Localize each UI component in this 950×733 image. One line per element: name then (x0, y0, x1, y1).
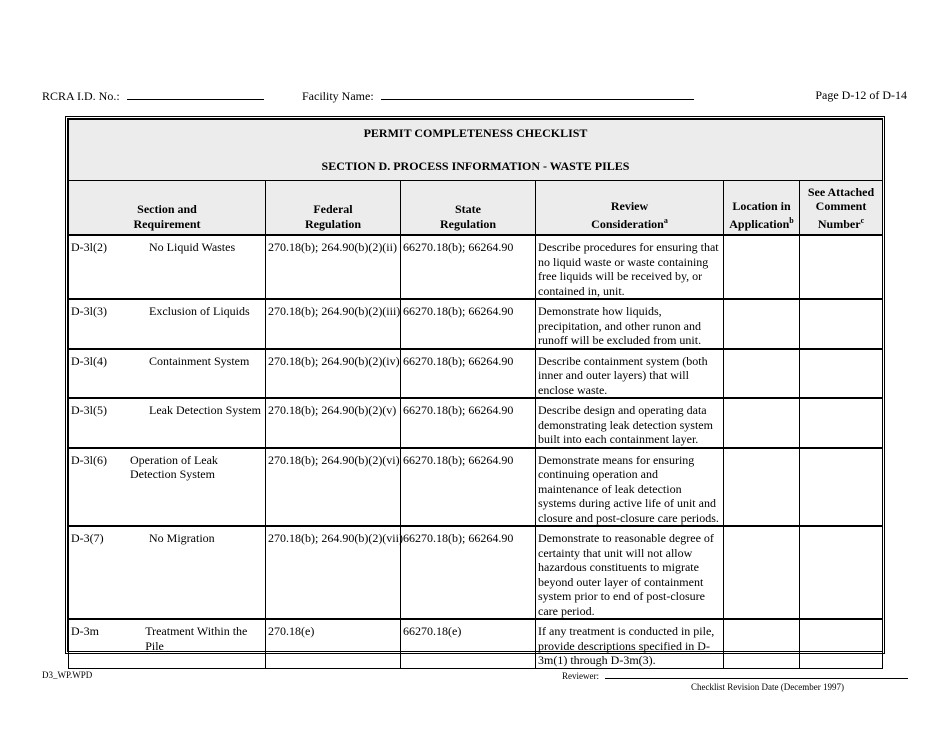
table-row (69, 448, 883, 527)
checklist-table (68, 119, 883, 669)
review-consideration-cell: Describe containment system (both inner and outer layers) that will enclose waste. (536, 349, 724, 399)
table-row (69, 398, 883, 448)
table-row (69, 619, 883, 668)
section-code: D-3m (71, 624, 99, 638)
requirement-name: No Liquid Wastes (149, 240, 236, 254)
section-code: D-3(7) (71, 531, 104, 545)
location-in-application-cell[interactable] (724, 299, 800, 349)
column-header-row (69, 181, 883, 236)
requirement-name: No Migration (149, 531, 215, 545)
requirement-name: Operation of Leak Detection System (129, 452, 218, 481)
location-in-application-cell[interactable] (724, 349, 800, 399)
requirement-name: Leak Detection System (149, 403, 261, 417)
comment-number-cell[interactable] (800, 299, 883, 349)
section-requirement-cell (69, 398, 266, 448)
rcra-id-label: RCRA I.D. No.: (42, 89, 120, 103)
review-consideration-cell: If any treatment is conducted in pile, provide descriptions specified in D-3m(1) through D-3m(3). (536, 619, 724, 668)
table-row (69, 526, 883, 619)
federal-regulation-cell: 270.18(b); 264.90(b)(2)(vii) (266, 526, 401, 619)
location-in-application-cell[interactable] (724, 235, 800, 299)
table-row (69, 299, 883, 349)
revision-date: Checklist Revision Date (December 1997) (691, 682, 844, 692)
section-title: SECTION D. PROCESS INFORMATION - WASTE PILES (321, 158, 630, 173)
comment-number-cell[interactable] (800, 448, 883, 527)
state-regulation-cell: 66270.18(b); 66264.90 (401, 398, 536, 448)
rcra-id-blank (127, 88, 264, 100)
col-state-regulation: State Regulation (401, 181, 536, 236)
col-location-in-application: Location in Application$^b$ (724, 181, 800, 236)
section-requirement-cell (69, 235, 266, 299)
col-federal-regulation: Federal Regulation (266, 181, 401, 236)
comment-number-cell[interactable] (800, 526, 883, 619)
facility-name-blank (381, 88, 694, 100)
section-code: D-3l(6) (71, 452, 107, 467)
section-code: D-3l(4) (71, 353, 107, 368)
file-name: D3_WP.WPD (42, 670, 93, 680)
section-requirement-cell (69, 299, 266, 349)
requirement-name: Treatment Within the Pile (145, 624, 248, 653)
section-requirement-cell (69, 526, 266, 619)
section-requirement-cell (69, 349, 266, 399)
reviewer-label: Reviewer: (562, 671, 599, 681)
comment-number-cell[interactable] (800, 349, 883, 399)
checklist-frame (65, 116, 885, 667)
reviewer-field (562, 670, 908, 681)
federal-regulation-cell: 270.18(e) (266, 619, 401, 668)
facility-name-label: Facility Name: (302, 89, 374, 103)
review-consideration-cell: Demonstrate means for ensuring continuing operation and maintenance of leak detection systems during active life of unit and closure and post-closure care periods. (536, 448, 724, 527)
state-regulation-cell: 66270.18(b); 66264.90 (401, 526, 536, 619)
title-row (69, 120, 883, 181)
comment-number-cell[interactable] (800, 398, 883, 448)
table-row (69, 235, 883, 299)
location-in-application-cell[interactable] (724, 448, 800, 527)
review-consideration-cell: Demonstrate to reasonable degree of certainty that unit will not allow hazardous constituents to migrate beyond outer layer of containment system prior to end of post-closure care period. (536, 526, 724, 619)
location-in-application-cell[interactable] (724, 398, 800, 448)
facility-name-field (302, 88, 694, 104)
section-code: D-3l(3) (71, 304, 107, 318)
col-comment-number: See Attached Comment Number$^c$ (800, 181, 883, 236)
table-row (69, 349, 883, 399)
location-in-application-cell[interactable] (724, 526, 800, 619)
checklist-rows (69, 235, 883, 668)
col-review-consideration: Review Consideration$^a$ (536, 181, 724, 236)
review-consideration-cell: Describe design and operating data demonstrating leak detection system built into each containment layer. (536, 398, 724, 448)
section-code: D-3l(5) (71, 403, 107, 417)
federal-regulation-cell: 270.18(b); 264.90(b)(2)(v) (266, 398, 401, 448)
section-requirement-cell (69, 448, 266, 527)
federal-regulation-cell: 270.18(b); 264.90(b)(2)(vi) (266, 448, 401, 527)
section-requirement-cell (69, 619, 266, 668)
federal-regulation-cell: 270.18(b); 264.90(b)(2)(iv) (266, 349, 401, 399)
state-regulation-cell: 66270.18(b); 66264.90 (401, 235, 536, 299)
federal-regulation-cell: 270.18(b); 264.90(b)(2)(ii) (266, 235, 401, 299)
col-section-requirement: Section and Requirement (69, 181, 266, 236)
comment-number-cell[interactable] (800, 235, 883, 299)
reviewer-blank (605, 670, 908, 679)
federal-regulation-cell: 270.18(b); 264.90(b)(2)(iii) (266, 299, 401, 349)
comment-number-cell[interactable] (800, 619, 883, 668)
state-regulation-cell: 66270.18(b); 66264.90 (401, 448, 536, 527)
requirement-name: Exclusion of Liquids (149, 304, 250, 318)
page-number: Page D-12 of D-14 (815, 88, 907, 102)
review-consideration-cell: Describe procedures for ensuring that no liquid waste or waste containing free liquids will be received by, or contained in, unit. (536, 235, 724, 299)
state-regulation-cell: 66270.18(b); 66264.90 (401, 299, 536, 349)
state-regulation-cell: 66270.18(b); 66264.90 (401, 349, 536, 399)
section-code: D-3l(2) (71, 240, 107, 254)
requirement-name: Containment System (149, 353, 250, 368)
review-consideration-cell: Demonstrate how liquids, precipitation, and other runon and runoff will be excluded from unit. (536, 299, 724, 349)
location-in-application-cell[interactable] (724, 619, 800, 668)
rcra-id-field (42, 88, 264, 104)
checklist-title: PERMIT COMPLETENESS CHECKLIST (363, 126, 588, 140)
state-regulation-cell: 66270.18(e) (401, 619, 536, 668)
